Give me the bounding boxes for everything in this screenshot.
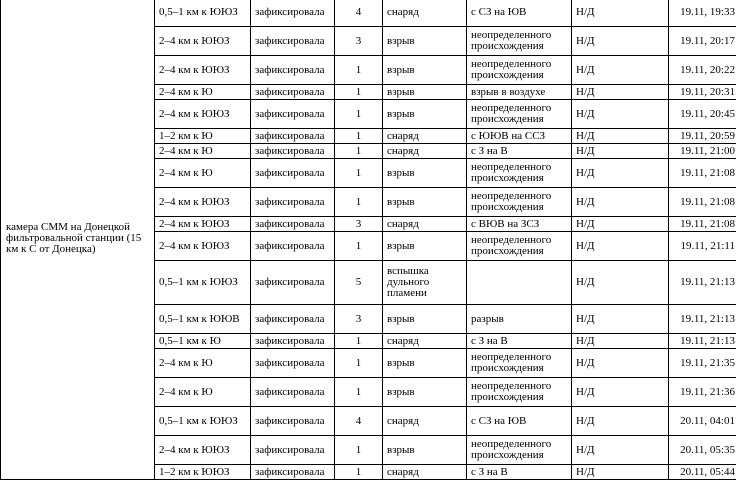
status-cell: зафиксировала	[251, 349, 335, 378]
time-cell: 19.11, 21:08	[669, 188, 736, 217]
na-cell: Н/Д	[572, 144, 669, 159]
status-cell: зафиксировала	[251, 144, 335, 159]
time-cell: 19.11, 20:22	[669, 56, 736, 85]
status-cell: зафиксировала	[251, 85, 335, 100]
event-cell: взрыв	[383, 436, 467, 465]
time-cell: 19.11, 21:13	[669, 261, 736, 305]
count-cell: 3	[335, 217, 383, 232]
direction-cell: с ВЮВ на ЗСЗ	[467, 217, 572, 232]
count-cell: 1	[335, 100, 383, 129]
na-cell: Н/Д	[572, 378, 669, 407]
table-body	[1, 0, 736, 480]
direction-cell: неопределенного происхождения	[467, 188, 572, 217]
direction-cell: неопределенного происхождения	[467, 56, 572, 85]
event-cell: взрыв	[383, 232, 467, 261]
time-cell: 19.11, 21:08	[669, 159, 736, 188]
event-cell: взрыв	[383, 305, 467, 334]
direction-cell: неопределенного происхождения	[467, 232, 572, 261]
event-cell: вспышка дульного пламени	[383, 261, 467, 305]
direction-cell: с СЗ на ЮВ	[467, 407, 572, 436]
na-cell: Н/Д	[572, 188, 669, 217]
status-cell: зафиксировала	[251, 305, 335, 334]
distance-cell: 1–2 км к Ю	[155, 129, 251, 144]
na-cell: Н/Д	[572, 129, 669, 144]
na-cell: Н/Д	[572, 27, 669, 56]
na-cell: Н/Д	[572, 305, 669, 334]
status-cell: зафиксировала	[251, 100, 335, 129]
status-cell: зафиксировала	[251, 217, 335, 232]
count-cell: 1	[335, 188, 383, 217]
count-cell: 3	[335, 305, 383, 334]
status-cell: зафиксировала	[251, 188, 335, 217]
na-cell: Н/Д	[572, 0, 669, 27]
event-cell: снаряд	[383, 0, 467, 27]
status-cell: зафиксировала	[251, 0, 335, 27]
time-cell: 19.11, 21:00	[669, 144, 736, 159]
time-cell: 19.11, 20:45	[669, 100, 736, 129]
status-cell: зафиксировала	[251, 261, 335, 305]
status-cell: зафиксировала	[251, 232, 335, 261]
distance-cell: 2–4 км к ЮЮЗ	[155, 188, 251, 217]
distance-cell: 2–4 км к ЮЮЗ	[155, 436, 251, 465]
na-cell: Н/Д	[572, 261, 669, 305]
time-cell: 20.11, 05:35	[669, 436, 736, 465]
direction-cell: с СЗ на ЮВ	[467, 0, 572, 27]
na-cell: Н/Д	[572, 217, 669, 232]
status-cell: зафиксировала	[251, 378, 335, 407]
time-cell: 19.11, 20:17	[669, 27, 736, 56]
event-cell: взрыв	[383, 85, 467, 100]
distance-cell: 2–4 км к ЮЮЗ	[155, 100, 251, 129]
distance-cell: 2–4 км к Ю	[155, 378, 251, 407]
count-cell: 3	[335, 27, 383, 56]
direction-cell: неопределенного происхождения	[467, 159, 572, 188]
time-cell: 19.11, 20:59	[669, 129, 736, 144]
na-cell: Н/Д	[572, 100, 669, 129]
count-cell: 1	[335, 129, 383, 144]
source-cell: камера СММ на Донецкой фильтровальной станции (15 км к С от Донецка)	[1, 0, 155, 480]
time-cell: 19.11, 21:11	[669, 232, 736, 261]
time-cell: 19.11, 19:33	[669, 0, 736, 27]
time-cell: 19.11, 21:35	[669, 349, 736, 378]
distance-cell: 1–2 км к ЮЮЗ	[155, 465, 251, 480]
event-cell: взрыв	[383, 27, 467, 56]
na-cell: Н/Д	[572, 232, 669, 261]
count-cell: 1	[335, 436, 383, 465]
direction-cell: с З на В	[467, 144, 572, 159]
event-cell: снаряд	[383, 144, 467, 159]
distance-cell: 0,5–1 км к Ю	[155, 334, 251, 349]
count-cell: 1	[335, 349, 383, 378]
count-cell: 4	[335, 407, 383, 436]
count-cell: 1	[335, 232, 383, 261]
distance-cell: 2–4 км к Ю	[155, 159, 251, 188]
event-cell: снаряд	[383, 465, 467, 480]
na-cell: Н/Д	[572, 334, 669, 349]
direction-cell: неопределенного происхождения	[467, 100, 572, 129]
status-cell: зафиксировала	[251, 407, 335, 436]
count-cell: 5	[335, 261, 383, 305]
distance-cell: 2–4 км к ЮЮЗ	[155, 217, 251, 232]
status-cell: зафиксировала	[251, 56, 335, 85]
status-cell: зафиксировала	[251, 436, 335, 465]
event-cell: взрыв	[383, 188, 467, 217]
count-cell: 1	[335, 56, 383, 85]
time-cell: 19.11, 21:13	[669, 334, 736, 349]
na-cell: Н/Д	[572, 85, 669, 100]
distance-cell: 0,5–1 км к ЮЮВ	[155, 305, 251, 334]
direction-cell	[467, 261, 572, 305]
event-cell: взрыв	[383, 56, 467, 85]
distance-cell: 2–4 км к Ю	[155, 85, 251, 100]
na-cell: Н/Д	[572, 349, 669, 378]
direction-cell: с З на В	[467, 334, 572, 349]
time-cell: 20.11, 04:01	[669, 407, 736, 436]
distance-cell: 2–4 км к ЮЮЗ	[155, 27, 251, 56]
distance-cell: 2–4 км к ЮЮЗ	[155, 232, 251, 261]
count-cell: 1	[335, 85, 383, 100]
distance-cell: 0,5–1 км к ЮЮЗ	[155, 261, 251, 305]
event-cell: взрыв	[383, 100, 467, 129]
na-cell: Н/Д	[572, 436, 669, 465]
distance-cell: 0,5–1 км к ЮЮЗ	[155, 407, 251, 436]
distance-cell: 0,5–1 км к ЮЮЗ	[155, 0, 251, 27]
na-cell: Н/Д	[572, 465, 669, 480]
na-cell: Н/Д	[572, 159, 669, 188]
direction-cell: неопределенного происхождения	[467, 378, 572, 407]
na-cell: Н/Д	[572, 407, 669, 436]
time-cell: 19.11, 20:31	[669, 85, 736, 100]
table-row	[1, 0, 736, 27]
direction-cell: разрыв	[467, 305, 572, 334]
status-cell: зафиксировала	[251, 465, 335, 480]
status-cell: зафиксировала	[251, 334, 335, 349]
count-cell: 1	[335, 465, 383, 480]
event-cell: взрыв	[383, 378, 467, 407]
status-cell: зафиксировала	[251, 129, 335, 144]
event-cell: взрыв	[383, 159, 467, 188]
count-cell: 1	[335, 159, 383, 188]
direction-cell: с З на В	[467, 465, 572, 480]
event-cell: снаряд	[383, 217, 467, 232]
status-cell: зафиксировала	[251, 27, 335, 56]
count-cell: 1	[335, 334, 383, 349]
count-cell: 1	[335, 378, 383, 407]
na-cell: Н/Д	[572, 56, 669, 85]
time-cell: 19.11, 21:36	[669, 378, 736, 407]
time-cell: 19.11, 21:13	[669, 305, 736, 334]
event-cell: снаряд	[383, 334, 467, 349]
direction-cell: неопределенного происхождения	[467, 349, 572, 378]
distance-cell: 2–4 км к Ю	[155, 144, 251, 159]
distance-cell: 2–4 км к Ю	[155, 349, 251, 378]
direction-cell: с ЮЮВ на ССЗ	[467, 129, 572, 144]
event-cell: снаряд	[383, 129, 467, 144]
distance-cell: 2–4 км к ЮЮЗ	[155, 56, 251, 85]
count-cell: 1	[335, 144, 383, 159]
direction-cell: неопределенного происхождения	[467, 27, 572, 56]
count-cell: 4	[335, 0, 383, 27]
direction-cell: взрыв в воздухе	[467, 85, 572, 100]
event-cell: снаряд	[383, 407, 467, 436]
event-cell: взрыв	[383, 349, 467, 378]
direction-cell: неопределенного происхождения	[467, 436, 572, 465]
time-cell: 19.11, 21:08	[669, 217, 736, 232]
time-cell: 20.11, 05:44	[669, 465, 736, 480]
status-cell: зафиксировала	[251, 159, 335, 188]
